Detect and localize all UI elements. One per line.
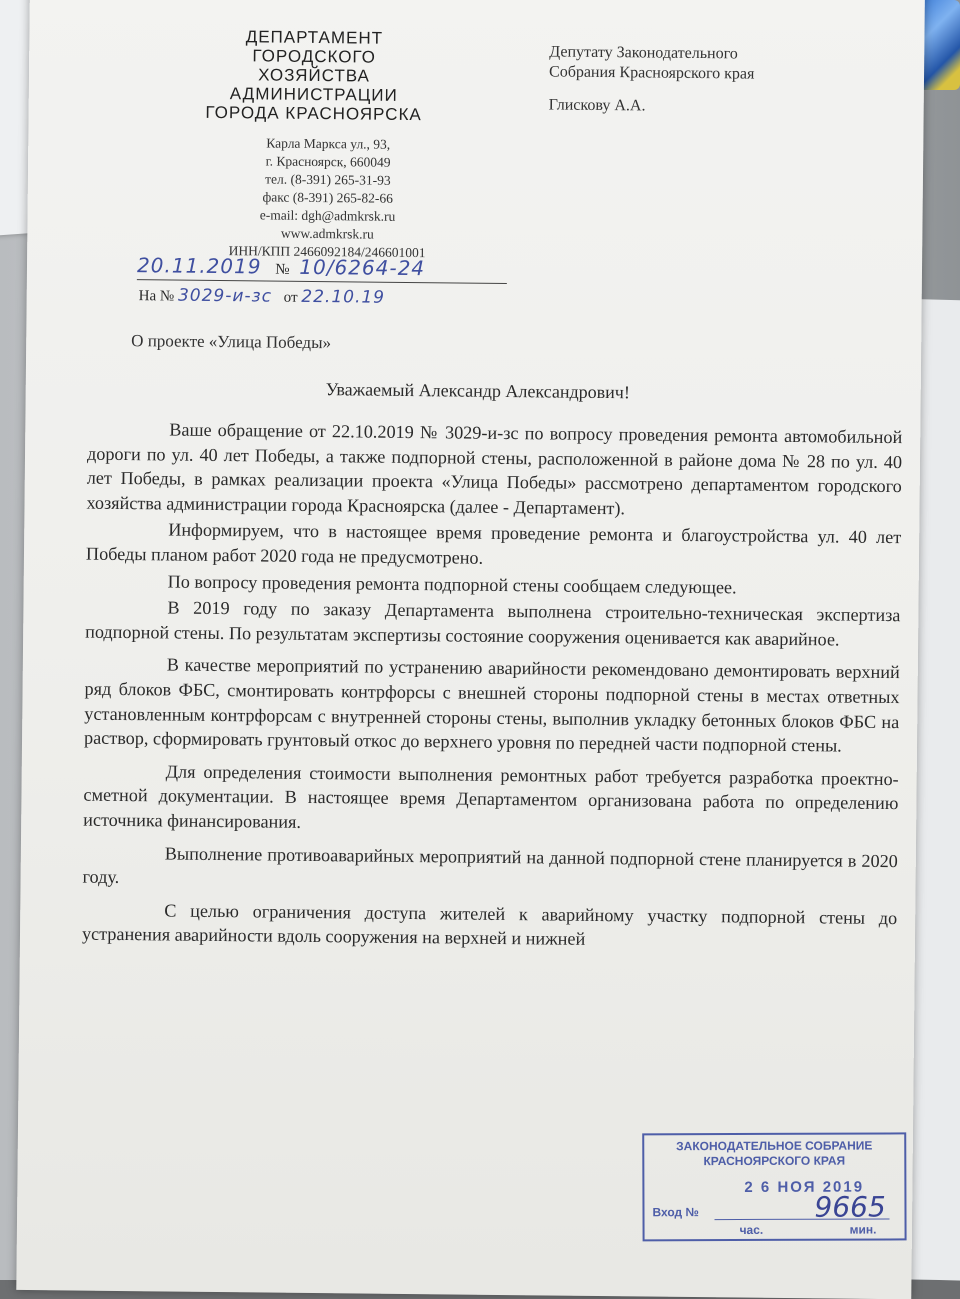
reply-number: 3029-и-зс (177, 285, 273, 307)
recipient-line: Собрания Красноярского края (548, 63, 755, 83)
address-line: www.admkrsk.ru (280, 225, 374, 242)
greeting: Уважаемый Александр Александрович! (325, 379, 631, 403)
body-paragraph: Для определения стоимости выполнения ремонтных работ требуется разработка проектно-сметной документации. В настоящее время Департаментом организована работа по определению источника финансирования. (83, 761, 899, 832)
stamp-entry-number: 9665 (814, 1190, 886, 1224)
address-line: Карла Маркса ул., 93, (266, 135, 391, 152)
letterhead-line: ДЕПАРТАМЕНТ (245, 27, 384, 48)
stamp-hours-label: час. (739, 1222, 764, 1237)
recipient-line: Депутату Законодательного (549, 43, 738, 63)
address-line: г. Красноярск, 660049 (265, 153, 391, 170)
number-label: № (275, 261, 290, 278)
stamp-entry-label: Вход № (652, 1205, 699, 1220)
registration-line (137, 253, 507, 284)
address-line: ИНН/КПП 2466092184/246601001 (228, 243, 426, 261)
body-paragraph: Ваше обращение от 22.10.2019 № 3029-и-зс по вопросу проведения ремонта автомобильной дороги по ул. 40 лет Победы, а также подпорной стены, расположенной в районе дома № 28 по ул. 40 лет Победы, в рамках реализации проекта «Улица Победы» рассмотрено департаментом городского хозяйства администрации города Красноярска (далее - Департамент). (86, 419, 903, 519)
reply-from-label: от (283, 289, 298, 306)
body-paragraph: По вопросу проведения ремонта подпорной стены сообщаем следующее. (167, 571, 737, 597)
stamp-line: КРАСНОЯРСКОГО КРАЯ (703, 1153, 846, 1169)
letter-subject: О проекте «Улица Победы» (131, 331, 332, 353)
address-line: факс (8-391) 265-82-66 (262, 189, 394, 206)
letterhead-line: ХОЗЯЙСТВА (258, 65, 371, 86)
letterhead-department (199, 27, 430, 124)
stamp-date: 2 6 НОЯ 2019 (744, 1178, 865, 1196)
body-paragraph: В качестве мероприятий по устранению аварийности рекомендовано демонтировать верхний ряд блоков ФБС, смонтировать контрфорсы с внешней стороны подпорной стены в местах ответных установленным контрфорсам с внутренней стороны стены, выполнив укладку бетонных блоков ФБС на раствор, сформировать грунтовый откос до верхнего уровня по передней части подпорной стены. (83, 654, 900, 756)
reply-prefix: На № (138, 288, 175, 305)
recipient-name: Глискову А.А. (548, 96, 646, 115)
stamp-line: ЗАКОНОДАТЕЛЬНОЕ СОБРАНИЕ (676, 1138, 873, 1154)
letterhead-line: ГОРОДА КРАСНОЯРСКА (205, 102, 422, 125)
letterhead-line: ГОРОДСКОГО (252, 46, 377, 67)
registration-date: 20.11.2019 (136, 253, 262, 279)
letter-body (82, 417, 903, 957)
letterhead-address (167, 133, 488, 262)
letterhead-line: АДМИНИСТРАЦИИ (229, 84, 398, 105)
address-line: e-mail: dgh@admkrsk.ru (259, 207, 396, 224)
recipient-block (549, 42, 755, 117)
reply-date: 22.10.19 (301, 286, 386, 308)
letter-page (16, 0, 925, 1299)
registration-number: 10/6264-24 (299, 254, 426, 281)
body-paragraph: С целью ограничения доступа жителей к аварийному участку подпорной стены до устранения аварийности вдоль сооружения на верхней и нижней (81, 900, 898, 950)
reply-reference-line (139, 285, 439, 314)
received-stamp (642, 1132, 906, 1241)
address-line: тел. (8-391) 265-31-93 (265, 171, 391, 188)
body-paragraph: В 2019 году по заказу Департамента выполнена строительно-техническая экспертиза подпорной стены. По результатам экспертизы состояние сооружения оценивается как аварийное. (85, 597, 901, 650)
stamp-minutes-label: мин. (849, 1222, 877, 1237)
body-paragraph: Информируем, что в настоящее время проведение ремонта и благоустройства ул. 40 лет Победы планом работ 2020 года не предусмотрено. (85, 519, 902, 568)
body-paragraph: Выполнение противоаварийных мероприятий на данной подпорной стене планируется в 2020 году. (82, 842, 898, 888)
